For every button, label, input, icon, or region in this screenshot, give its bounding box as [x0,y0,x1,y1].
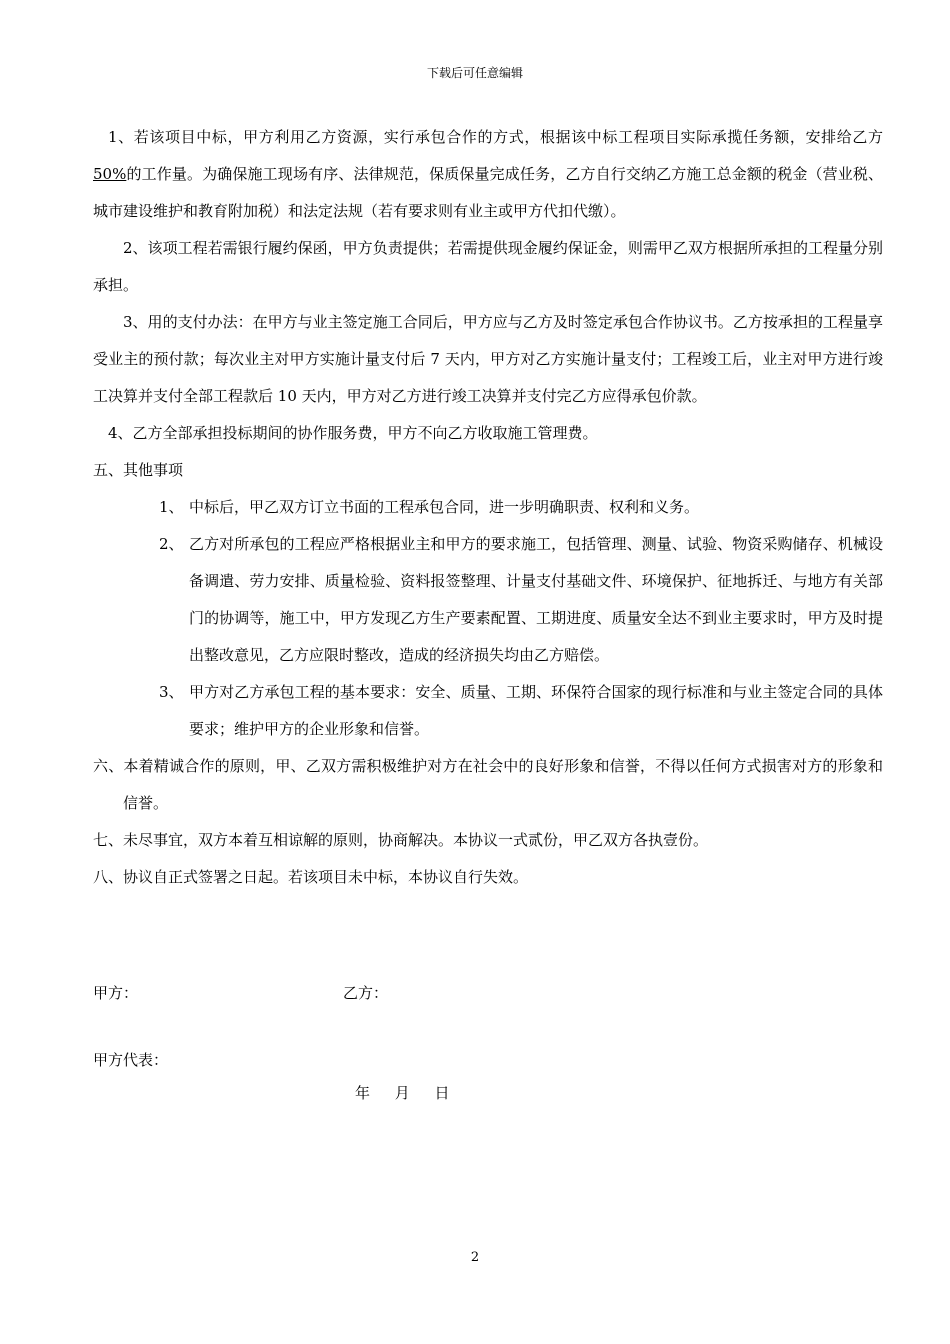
item-number: 1、 [159,498,184,516]
section-6: 六、本着精诚合作的原则，甲、乙双方需积极维护对方在社会中的良好形象和信誉，不得以任何方式损害对方的形象和信誉。 [93,757,883,812]
party-a-label: 甲方： [93,984,139,1002]
clause-2: 2、该项工程若需银行履约保函，甲方负责提供；若需提供现金履约保证金，则需甲乙双方根据所承担的工程量分别承担。 [93,239,883,294]
section-7: 七、未尽事宜，双方本着互相谅解的原则，协商解决。本协议一式贰份，甲乙双方各执壹份。 [93,831,709,849]
party-a-representative-label: 甲方代表： [93,1051,169,1069]
item-number: 2、 [159,535,184,553]
party-b-label: 乙方： [343,984,389,1002]
clause-1-percent: 50% [93,165,127,183]
item-text: 乙方对所承包的工程应严格根据业主和甲方的要求施工，包括管理、测量、试验、物资采购储存、机械设备调遣、劳力安排、质量检验、资料报签整理、计量支付基础文件、环境保护、征地拆迁、与地方有关部门的协调等，施工中，甲方发现乙方生产要素配置、工期进度、质量安全达不到业主要求时，甲方及时提出整改意见，乙方应限时整改，造成的经济损失均由乙方赔偿。 [189,535,883,664]
section-5-item [93,489,883,526]
agreement-body [93,119,883,896]
clause-3: 3、用的支付办法：在甲方与业主签定施工合同后，甲方应与乙方及时签定承包合作协议书。乙方按承担的工程量享受业主的预付款；每次业主对甲方实施计量支付后 7 天内，甲方对乙方实施计量支付；工程竣工后，业主对甲方进行竣工决算并支付全部工程款后 10 天内，甲方对乙方进行竣工决算并支付完乙方应得承包价款。 [93,313,883,405]
item-text: 中标后，甲乙双方订立书面的工程承包合同，进一步明确职责、权利和义务。 [189,498,700,516]
clause-4: 4、乙方全部承担投标期间的协作服务费，甲方不向乙方收取施工管理费。 [108,424,598,442]
clause-1 [93,119,883,230]
item-number: 3、 [159,683,184,701]
signing-date: 年 月 日 [355,1084,450,1102]
clause-1-text-b: 的工作量。为确保施工现场有序、法律规范，保质保量完成任务，乙方自行交纳乙方施工总金额的税金（营业税、城市建设维护和教育附加税）和法定法规（若有要求则有业主或甲方代扣代缴）。 [93,165,883,220]
page-number: 2 [470,1250,480,1265]
section-5-item [93,526,883,674]
page-header: 下载后可任意编辑 [426,66,523,80]
section-5-title: 五、其他事项 [93,461,184,479]
clause-1-text-a: 1、若该项目中标，甲方利用乙方资源，实行承包合作的方式，根据该中标工程项目实际承揽任务额，安排给乙方 [108,128,883,146]
section-5-item [93,674,883,748]
section-8: 八、协议自正式签署之日起。若该项目未中标，本协议自行失效。 [93,868,529,886]
item-text: 甲方对乙方承包工程的基本要求：安全、质量、工期、环保符合国家的现行标准和与业主签定合同的具体要求；维护甲方的企业形象和信誉。 [189,683,883,738]
